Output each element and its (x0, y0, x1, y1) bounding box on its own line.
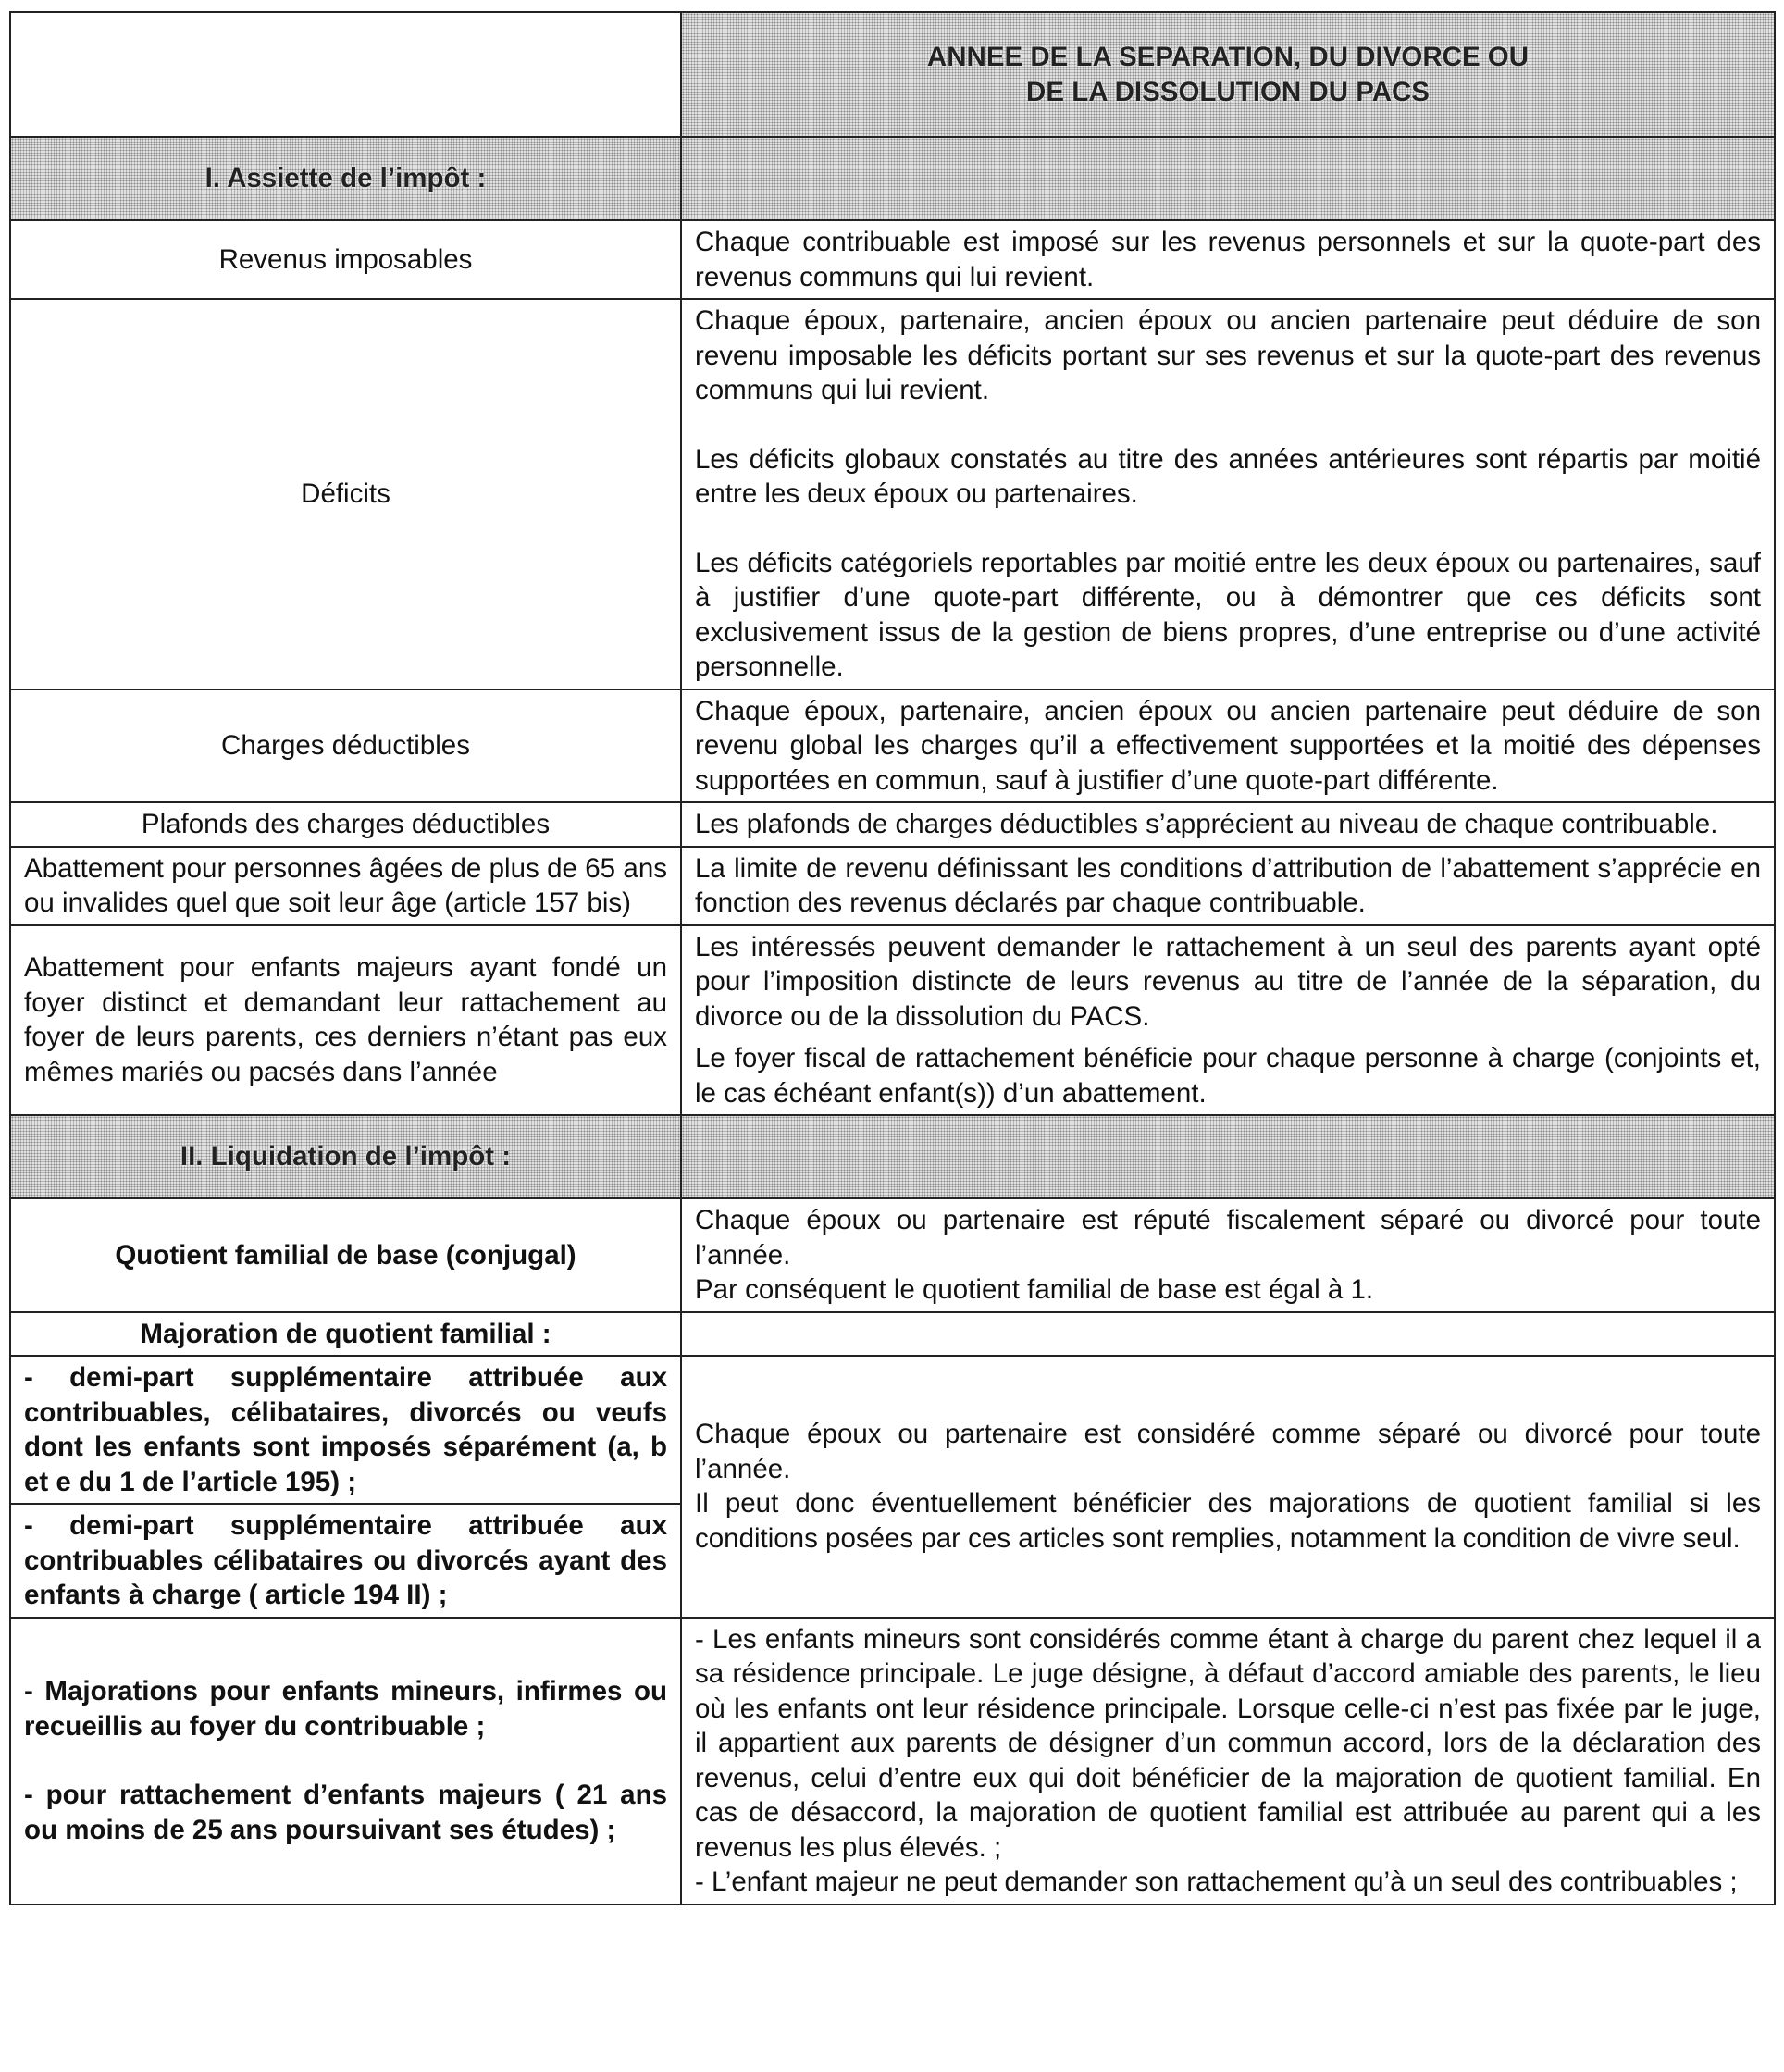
header-title-line1: ANNEE DE LA SEPARATION, DU DIVORCE OU (926, 42, 1530, 72)
table-row (10, 1356, 1775, 1504)
text-line: Chaque époux ou partenaire est considéré comme séparé ou divorcé pour toute l’année. (695, 1419, 1761, 1484)
header-title-line2: DE LA DISSOLUTION DU PACS (1026, 76, 1430, 107)
text-line: Par conséquent le quotient familial de base est égal à 1. (695, 1274, 1374, 1305)
text-line: - L’enfant majeur ne peut demander son rattachement qu’à un seul des contribuables ; (695, 1867, 1738, 1897)
row-label-deficits: Déficits (10, 299, 681, 689)
row-label-abattement-ages: Abattement pour personnes âgées de plus de 65 ans ou invalides quel que soit leur âge (article 157 bis) (10, 847, 681, 925)
row-label-majoration: Majoration de quotient familial : (10, 1312, 681, 1357)
row-label-quotient: Quotient familial de base (conjugal) (10, 1198, 681, 1312)
section-empty-cell (681, 137, 1775, 220)
section-title-liquidation: II. Liquidation de l’impôt : (10, 1115, 681, 1198)
table-row (10, 1618, 1775, 1905)
row-text-abattement-enfants (681, 925, 1775, 1116)
row-text-charges: Chaque époux, partenaire, ancien époux ou ancien partenaire peut déduire de son revenu global les charges qu’il a effectivement supportées et la moitié des dépenses supportées en commun, sauf à justifier d’une quote-part différente. (681, 689, 1775, 803)
row-empty-cell (681, 1312, 1775, 1357)
paragraph: - Majorations pour enfants mineurs, infirmes ou recueillis au foyer du contribuable ; (24, 1676, 667, 1742)
tax-rules-table (9, 11, 1776, 1905)
row-label-plafonds: Plafonds des charges déductibles (10, 802, 681, 847)
text-line: Il peut donc éventuellement bénéficier des majorations de quotient familial si les conditions posées par ces articles sont remplies, notamment la condition de vivre seul. (695, 1488, 1761, 1554)
section-row-assiette (10, 137, 1775, 220)
section-title-assiette: I. Assiette de l’impôt : (10, 137, 681, 220)
text-line: - Les enfants mineurs sont considérés comme étant à charge du parent chez lequel il a sa résidence principale. Le juge désigne, à défaut d’accord amiable des parents, le lieu où les enfants ont leur résidence principale. Lorsque celle-ci n’est pas fixée par le juge, il appartient aux parents de désigner d’un commun accord, lors de la déclaration des revenus, celui d’entre eux qui doit bénéficier de la majoration de quotient familial. En cas de désaccord, la majoration de quotient familial est attribuée au parent qui a les revenus les plus élevés. ; (695, 1623, 1761, 1863)
row-text-revenus: Chaque contribuable est imposé sur les revenus personnels et sur la quote-part des revenus communs qui lui revient. (681, 220, 1775, 299)
table-row (10, 689, 1775, 803)
row-text-majorations-enfants (681, 1618, 1775, 1905)
table-row (10, 299, 1775, 689)
header-row (10, 12, 1775, 137)
row-label-charges: Charges déductibles (10, 689, 681, 803)
paragraph: Le foyer fiscal de rattachement bénéficie pour chaque personne à charge (conjoints et, le cas échéant enfant(s)) d’un abattement. (695, 1043, 1761, 1109)
row-text-deficits (681, 299, 1775, 689)
header-title-cell (681, 12, 1775, 137)
row-text-majoration (681, 1356, 1775, 1618)
paragraph: Les intéressés peuvent demander le rattachement à un seul des parents ayant opté pour l’imposition distincte de leurs revenus au titre de l’année de la séparation, du divorce ou de la dissolution du PACS. (695, 931, 1761, 1032)
row-label-demi-part-a: - demi-part supplémentaire attribuée aux contribuables, célibataires, divorcés ou veufs dont les enfants sont imposés séparément (a, b et e du 1 de l’article 195) ; (10, 1356, 681, 1504)
row-label-majorations-enfants (10, 1618, 681, 1905)
paragraph: - pour rattachement d’enfants majeurs ( 21 ans ou moins de 25 ans poursuivant ses études) ; (24, 1780, 667, 1845)
paragraph: Chaque époux, partenaire, ancien époux ou ancien partenaire peut déduire de son revenu imposable les déficits portant sur ses revenus et sur la quote-part des revenus communs qui lui revient. (695, 305, 1761, 405)
table-row (10, 802, 1775, 847)
table-row (10, 1312, 1775, 1357)
row-label-abattement-enfants: Abattement pour enfants majeurs ayant fondé un foyer distinct et demandant leur rattachement au foyer de leurs parents, ces derniers n’étant pas eux mêmes mariés ou pacsés dans l’année (10, 925, 681, 1116)
table-row (10, 1198, 1775, 1312)
table-row (10, 925, 1775, 1116)
paragraph: Les déficits globaux constatés au titre des années antérieures sont répartis par moitié entre les deux époux ou partenaires. (695, 443, 1761, 509)
table-row (10, 847, 1775, 925)
row-text-quotient (681, 1198, 1775, 1312)
table-row (10, 220, 1775, 299)
row-label-revenus: Revenus imposables (10, 220, 681, 299)
row-text-plafonds: Les plafonds de charges déductibles s’apprécient au niveau de chaque contribuable. (681, 802, 1775, 847)
section-empty-cell (681, 1115, 1775, 1198)
row-text-abattement-ages: La limite de revenu définissant les conditions d’attribution de l’abattement s’apprécie en fonction des revenus déclarés par chaque contribuable. (681, 847, 1775, 925)
paragraph: Les déficits catégoriels reportables par moitié entre les deux époux ou partenaires, sauf à justifier d’une quote-part différente, ou à démontrer que ces déficits sont exclusivement issus de la gestion de biens propres, d’une entreprise ou d’une activité personnelle. (695, 547, 1761, 682)
text-line: Chaque époux ou partenaire est réputé fiscalement séparé ou divorcé pour toute l’année. (695, 1205, 1761, 1271)
row-label-demi-part-b: - demi-part supplémentaire attribuée aux contribuables célibataires ou divorcés ayant des enfants à charge ( article 194 II) ; (10, 1504, 681, 1618)
section-row-liquidation (10, 1115, 1775, 1198)
header-empty-cell (10, 12, 681, 137)
